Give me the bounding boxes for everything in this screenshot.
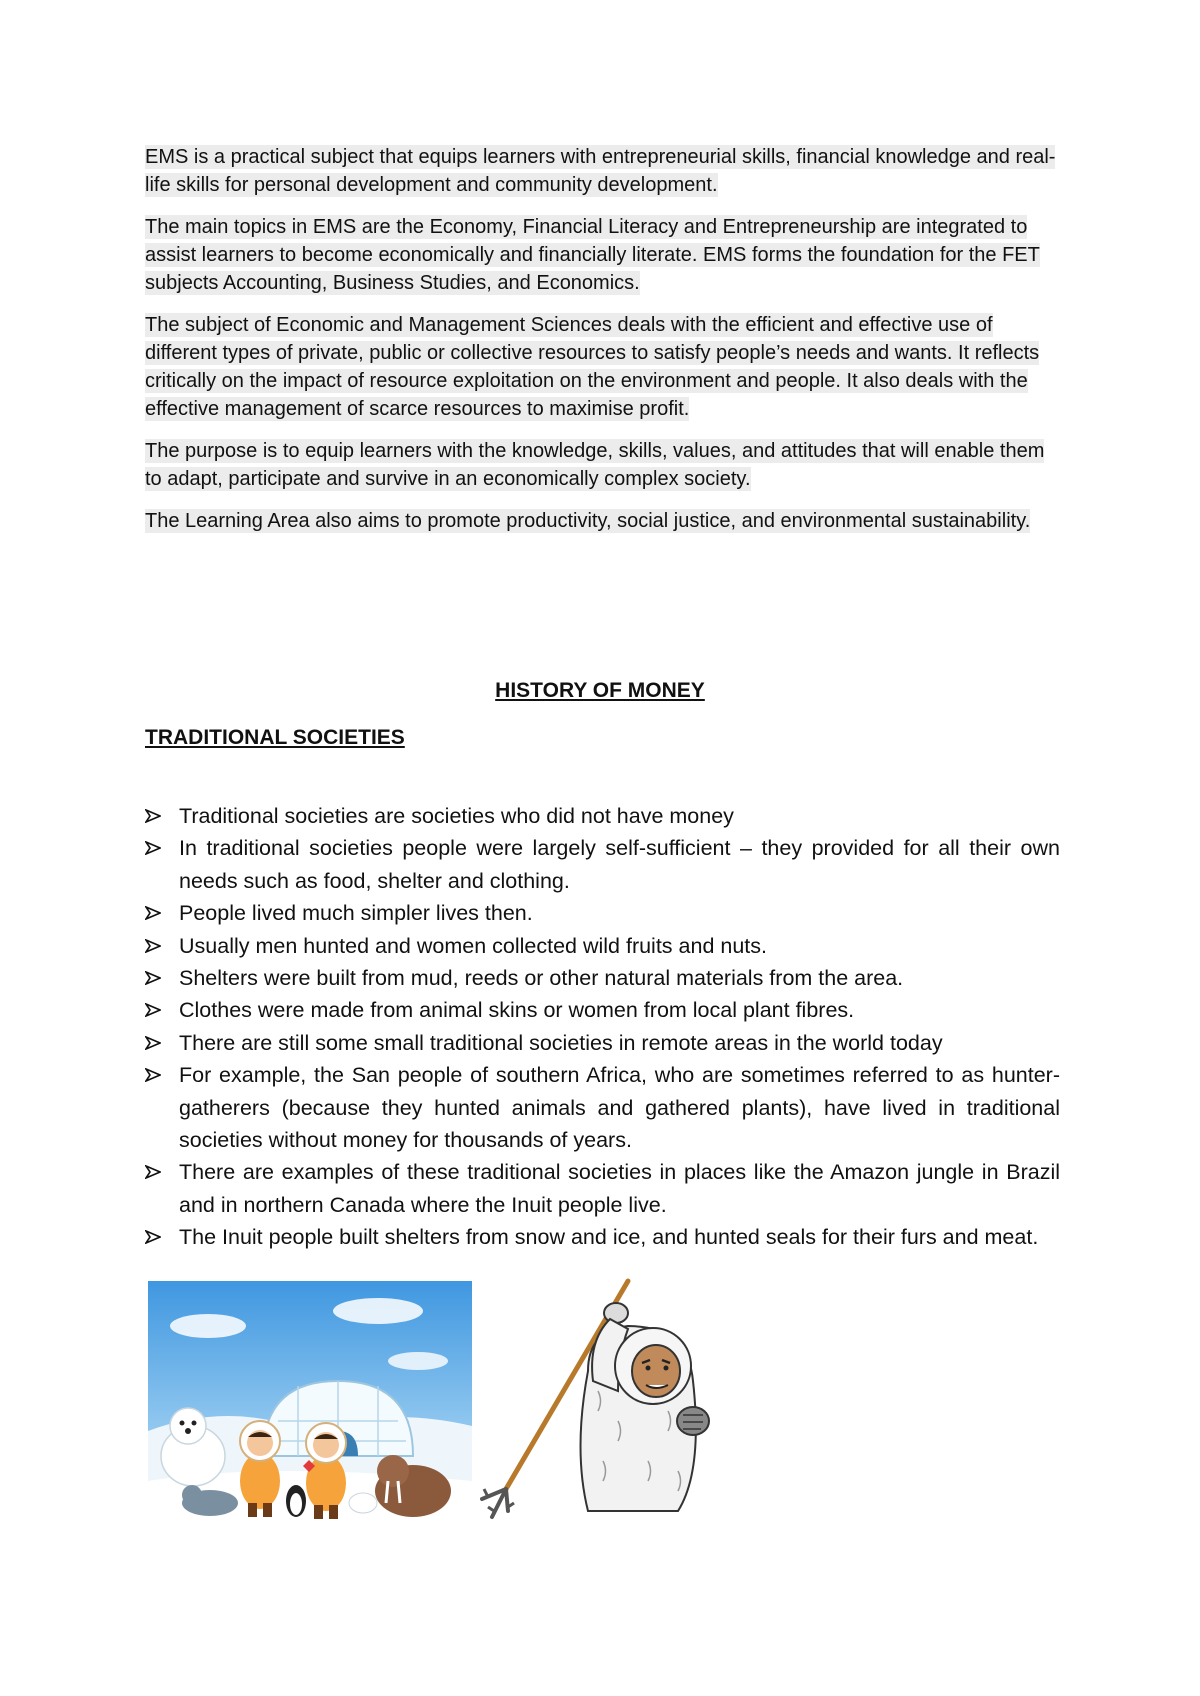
intro-paragraph: The main topics in EMS are the Economy, Financial Literacy and Entrepreneurship are integrated to assist learners to become economically and financially literate. EMS forms the foundation for the FET subjects Accounting, Business Studies, and Economics. <box>145 216 1040 294</box>
arrow-bullet-icon <box>145 1003 161 1017</box>
arrow-bullet-icon <box>145 971 161 985</box>
subsection-title: TRADITIONAL SOCIETIES <box>145 726 405 749</box>
arrow-bullet-icon <box>145 1230 161 1244</box>
arrow-bullet-icon <box>145 939 161 953</box>
list-item: Traditional societies are societies who did not have money <box>145 800 1060 832</box>
list-item: For example, the San people of southern Africa, who are sometimes referred to as hunter-gatherers (because they hunted animals and gathered plants), have lived in traditional societies without money for thousands of years. <box>145 1059 1060 1156</box>
intro-paragraph: The Learning Area also aims to promote productivity, social justice, and environmental sustainability. <box>145 510 1031 532</box>
list-item: Clothes were made from animal skins or women from local plant fibres. <box>145 994 1060 1026</box>
intro-paragraph: The purpose is to equip learners with the knowledge, skills, values, and attitudes that will enable them to adapt, participate and survive in an economically complex society. <box>145 440 1045 490</box>
bullet-list <box>145 800 1060 1254</box>
arrow-bullet-icon <box>145 809 161 823</box>
igloo-illustration <box>148 1281 472 1528</box>
intro-section <box>145 143 1065 549</box>
arrow-bullet-icon <box>145 841 161 855</box>
arrow-bullet-icon <box>145 906 161 920</box>
list-item: People lived much simpler lives then. <box>145 897 1060 929</box>
list-item: There are examples of these traditional societies in places like the Amazon jungle in Brazil and in northern Canada where the Inuit people live. <box>145 1156 1060 1221</box>
intro-paragraph: EMS is a practical subject that equips learners with entrepreneurial skills, financial knowledge and real-life skills for personal development and community development. <box>145 146 1056 196</box>
intro-paragraph: The subject of Economic and Management Sciences deals with the efficient and effective use of different types of private, public or collective resources to satisfy people’s needs and wants. It reflects critically on the impact of resource exploitation on the environment and people. It also deals with the effective management of scarce resources to maximise profit. <box>145 314 1040 420</box>
arrow-bullet-icon <box>145 1068 161 1082</box>
arrow-bullet-icon <box>145 1165 161 1179</box>
inuit-hunter-illustration <box>478 1271 740 1523</box>
list-item: In traditional societies people were largely self-sufficient – they provided for all their own needs such as food, shelter and clothing. <box>145 832 1060 897</box>
list-item: There are still some small traditional societies in remote areas in the world today <box>145 1027 1060 1059</box>
list-item: The Inuit people built shelters from snow and ice, and hunted seals for their furs and meat. <box>145 1221 1060 1253</box>
list-item: Usually men hunted and women collected wild fruits and nuts. <box>145 930 1060 962</box>
list-item: Shelters were built from mud, reeds or other natural materials from the area. <box>145 962 1060 994</box>
arrow-bullet-icon <box>145 1036 161 1050</box>
section-title: HISTORY OF MONEY <box>495 679 705 702</box>
